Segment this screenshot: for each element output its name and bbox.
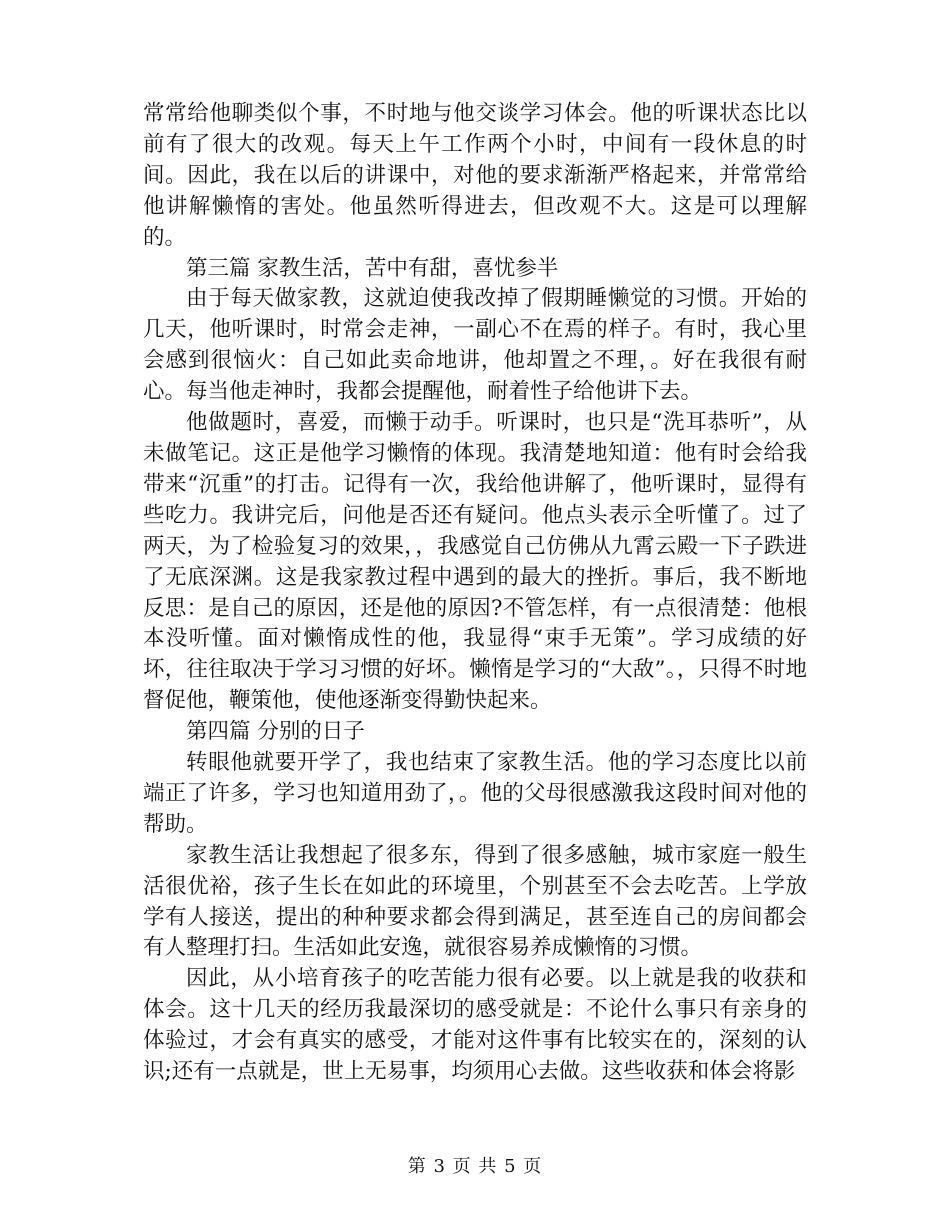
document-body [143,99,807,1088]
paragraph: 他做题时，喜爱，而懒于动手。听课时，也只是“洗耳恭听”，从未做笔记。这正是他学习懒惰的体现。我清楚地知道：他有时会给我带来“沉重”的打击。记得有一次，我给他讲解了，他听课时，显得有些吃力。我讲完后，问他是否还有疑问。他点头表示全听懂了。过了两天，为了检验复习的效果，，我感觉自己仿佛从九霄云殿一下子跌进了无底深渊。这是我家教过程中遇到的最大的挫折。事后，我不断地反思：是自己的原因，还是他的原因?不管怎样，有一点很清楚：他根本没听懂。面对懒惰成性的他，我显得“束手无策”。学习成绩的好坏，往往取决于学习习惯的好坏。懒惰是学习的“大敌”。，只得不时地督促他，鞭策他，使他逐渐变得勤快起来。 [143,410,807,714]
paragraph: 转眼他就要开学了，我也结束了家教生活。他的学习态度比以前端正了许多，学习也知道用劲了，。他的父母很感激我这段时间对他的帮助。 [143,750,807,837]
page-number-footer: 第 3 页 共 5 页 [407,1156,543,1177]
paragraph-continuation: 常常给他聊类似个事，不时地与他交谈学习体会。他的听课状态比以前有了很大的改观。每天上午工作两个小时，中间有一段休息的时间。因此，我在以后的讲课中，对他的要求渐渐严格起来，并常常给他讲解懒惰的害处。他虽然听得进去，但改观不大。这是可以理解的。 [143,101,807,250]
section-heading-part-three: 第三篇 家教生活，苦中有甜，喜忧参半 [186,255,559,281]
paragraph: 由于每天做家教，这就迫使我改掉了假期睡懒觉的习惯。开始的几天，他听课时，时常会走神，一副心不在焉的样子。有时，我心里会感到很恼火：自己如此卖命地讲，他却置之不理，。好在我很有耐心。每当他走神时，我都会提醒他，耐着性子给他讲下去。 [143,286,807,405]
paragraph: 因此，从小培育孩子的吃苦能力很有必要。以上就是我的收获和体会。这十几天的经历我最深切的感受就是：不论什么事只有亲身的体验过，才会有真实的感受，才能对这件事有比较实在的，深刻的认识;还有一点就是，世上无易事，均须用心去做。这些收获和体会将影 [143,966,807,1085]
section-heading-part-four: 第四篇 分别的日子 [186,719,365,745]
paragraph: 家教生活让我想起了很多东，得到了很多感触，城市家庭一般生活很优裕，孩子生长在如此的环境里，个别甚至不会去吃苦。上学放学有人接送，提出的种种要求都会得到满足，甚至连自己的房间都会有人整理打扫。生活如此安逸，就很容易养成懒惰的习惯。 [143,842,807,961]
